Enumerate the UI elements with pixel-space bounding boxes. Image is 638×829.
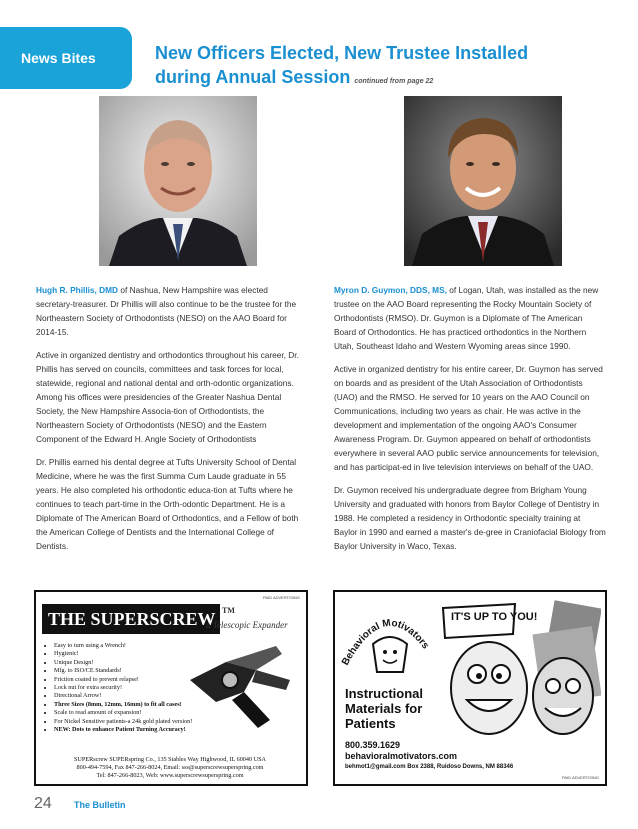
list-item: • For Nickel Sensitive patients-a 24k gold plated version! bbox=[54, 718, 234, 726]
ad-subtitle: a Telescopic Expander bbox=[206, 620, 288, 630]
person-name: Hugh R. Phillis, DMD bbox=[36, 285, 119, 295]
article-column-left bbox=[36, 283, 306, 562]
portrait-phillis-image bbox=[99, 96, 257, 266]
trademark-mark: TM bbox=[222, 606, 235, 615]
section-tab bbox=[0, 27, 132, 89]
person-name: Myron D. Guymon, DDS, MS, bbox=[334, 285, 447, 295]
continued-note: continued from page 22 bbox=[354, 78, 434, 85]
ad-headline bbox=[345, 686, 423, 731]
list-item: • Lock nut for extra security! bbox=[54, 684, 234, 692]
logo-arc-text: Behavioral Motivators bbox=[340, 617, 431, 668]
paragraph-3: Dr. Phillis earned his dental degree at Tufts University School of Dental Medicine, where he was the first Summa Cum Laude graduate in 55 years. He also completed his orthodontic educa-tion at Tufts where he continues to teach part-time in the Orth-odontic Department. He is a Diplomate of The American Board of Orthodontics, and a Fellow of both the American College of Dentists and the International College of Dentists. bbox=[36, 457, 299, 551]
expander-tool-icon bbox=[186, 640, 298, 732]
portrait-phillis bbox=[99, 96, 257, 266]
paragraph-1-text: of Nashua, New Hampshire was elected secretary-treasurer. Dr Phillis will also continue to be the trustee for the Northeastern Society of Orthodontists (NESO) on the AAO Board for 2014-15. bbox=[36, 285, 297, 337]
ad-headline-line: Instructional bbox=[345, 686, 424, 701]
behavioral-motivators-logo bbox=[335, 596, 445, 678]
paragraph-1 bbox=[334, 283, 606, 353]
ad-email-address: behmot1@gmail.com Box 2388, Ruidoso Downs, NM 88346 bbox=[345, 764, 514, 770]
publication-name: The Bulletin bbox=[74, 800, 126, 810]
ad-contact-line: Tel: 847-266-8023, Web: www.superscrewsuperspring.com bbox=[96, 772, 244, 779]
ad-headline-line: Materials for bbox=[345, 701, 423, 716]
paragraph-1-text: of Logan, Utah, was installed as the new trustee on the AAO Board representing the Rocky Mountain Society of Orthodontists (RMSO). Dr. Guymon is a Diplomate of The American Board of Orthodontics. He has practiced orthodontics in the Northern Utah, Southeast Idaho and Western Wyoming areas since 1990. bbox=[334, 285, 599, 351]
page-number: 24 bbox=[34, 795, 52, 812]
ad-contact bbox=[345, 740, 457, 762]
cartoon-characters-illustration bbox=[437, 600, 601, 740]
list-item: • Easy to turn using a Wrench! bbox=[54, 642, 234, 650]
ad-website: behavioralmotivators.com bbox=[345, 751, 458, 761]
article-column-right bbox=[334, 283, 606, 562]
paragraph-3: Dr. Guymon received his undergraduate degree from Brigham Young University and graduated with honors from Baylor College of Dentistry in 1988. He completed a residency in Orthodontic specialty training at Baylor in 1990 and earned a master's de-gree in Craniofacial Biology from Baylor University in Waco, Texas. bbox=[334, 485, 606, 551]
list-item: • Friction coated to prevent relapse! bbox=[54, 676, 234, 684]
ad-superscrew[interactable] bbox=[34, 590, 308, 786]
ad-contact-line: 800-494-7594, Fax 847-266-8024, Email: sss@superscrewsuperspring.com bbox=[76, 764, 264, 771]
portrait-guymon-image bbox=[404, 96, 562, 266]
paragraph-2: Active in organized dentistry and orthodontics throughout his career, Dr. Phillis has served on councils, committees and task forces for local, statewide, regional and national dental and orth-odontic organizations. Among his offices were presidencies of the Greater Nashua Dental Society, the New Hampshire Associa-tion of Orthodontists, the Northeastern Society of Orthodontists (NESO) and the Eastern Component of the Edward H. Angle Society of Orthodontists bbox=[36, 350, 299, 444]
headline-line-2-text: during Annual Session bbox=[155, 67, 351, 87]
paid-advertising-label: PAID ADVERTISING bbox=[562, 775, 599, 780]
ad-phone: 800.359.1629 bbox=[345, 740, 401, 750]
headline-line-1: New Officers Elected, New Trustee Installed bbox=[155, 43, 529, 63]
list-item: • Scale to read amount of expansion! bbox=[54, 709, 234, 717]
section-tab-label: News Bites bbox=[21, 50, 96, 66]
list-item: • NEW: Dots to enhance Patient Turning Accuracy! bbox=[54, 726, 234, 734]
paragraph-1 bbox=[36, 283, 306, 339]
ad-headline-line: Patients bbox=[345, 716, 396, 731]
article-headline bbox=[155, 41, 615, 94]
list-item: • Directional Arrow! bbox=[54, 692, 234, 700]
list-item: • Mfg. to ISO/CE Standards! bbox=[54, 667, 234, 675]
paragraph-2: Active in organized dentistry for his entire career, Dr. Guymon has served on boards and as president of the Utah Association of Orthodontists (UAO) and the RMSO. He served for 10 years on the AAO Council on Communications, including two years as chair. He was active in the development and implementation of the ongoing AAO's Consumer Awareness Program. Dr. Guymon appeared on behalf of orthodontists everywhere in several AAO public service announcements for television, and has participat-ed in live television interviews on behalf of the UAO. bbox=[334, 364, 603, 472]
ad-behavioral-motivators[interactable] bbox=[333, 590, 607, 786]
ad-contact-line: SUPERscrew SUPERspring Co., 135 Stables Way Highwood, IL 60040 USA bbox=[73, 756, 266, 763]
list-item: • Unique Design! bbox=[54, 659, 234, 667]
headline-line-2 bbox=[155, 65, 615, 94]
portrait-guymon bbox=[404, 96, 562, 266]
list-item: • Three Sizes (8mm, 12mm, 16mm) to fit all cases! bbox=[54, 701, 234, 709]
ad-title: THE SUPERSCREW bbox=[42, 604, 220, 634]
paid-advertising-label: PAID ADVERTISING bbox=[263, 595, 300, 600]
ad-contact-block bbox=[44, 756, 296, 780]
speech-bubble-text: IT'S UP TO YOU! bbox=[451, 611, 538, 623]
list-item: • Hygienic! bbox=[54, 650, 234, 658]
